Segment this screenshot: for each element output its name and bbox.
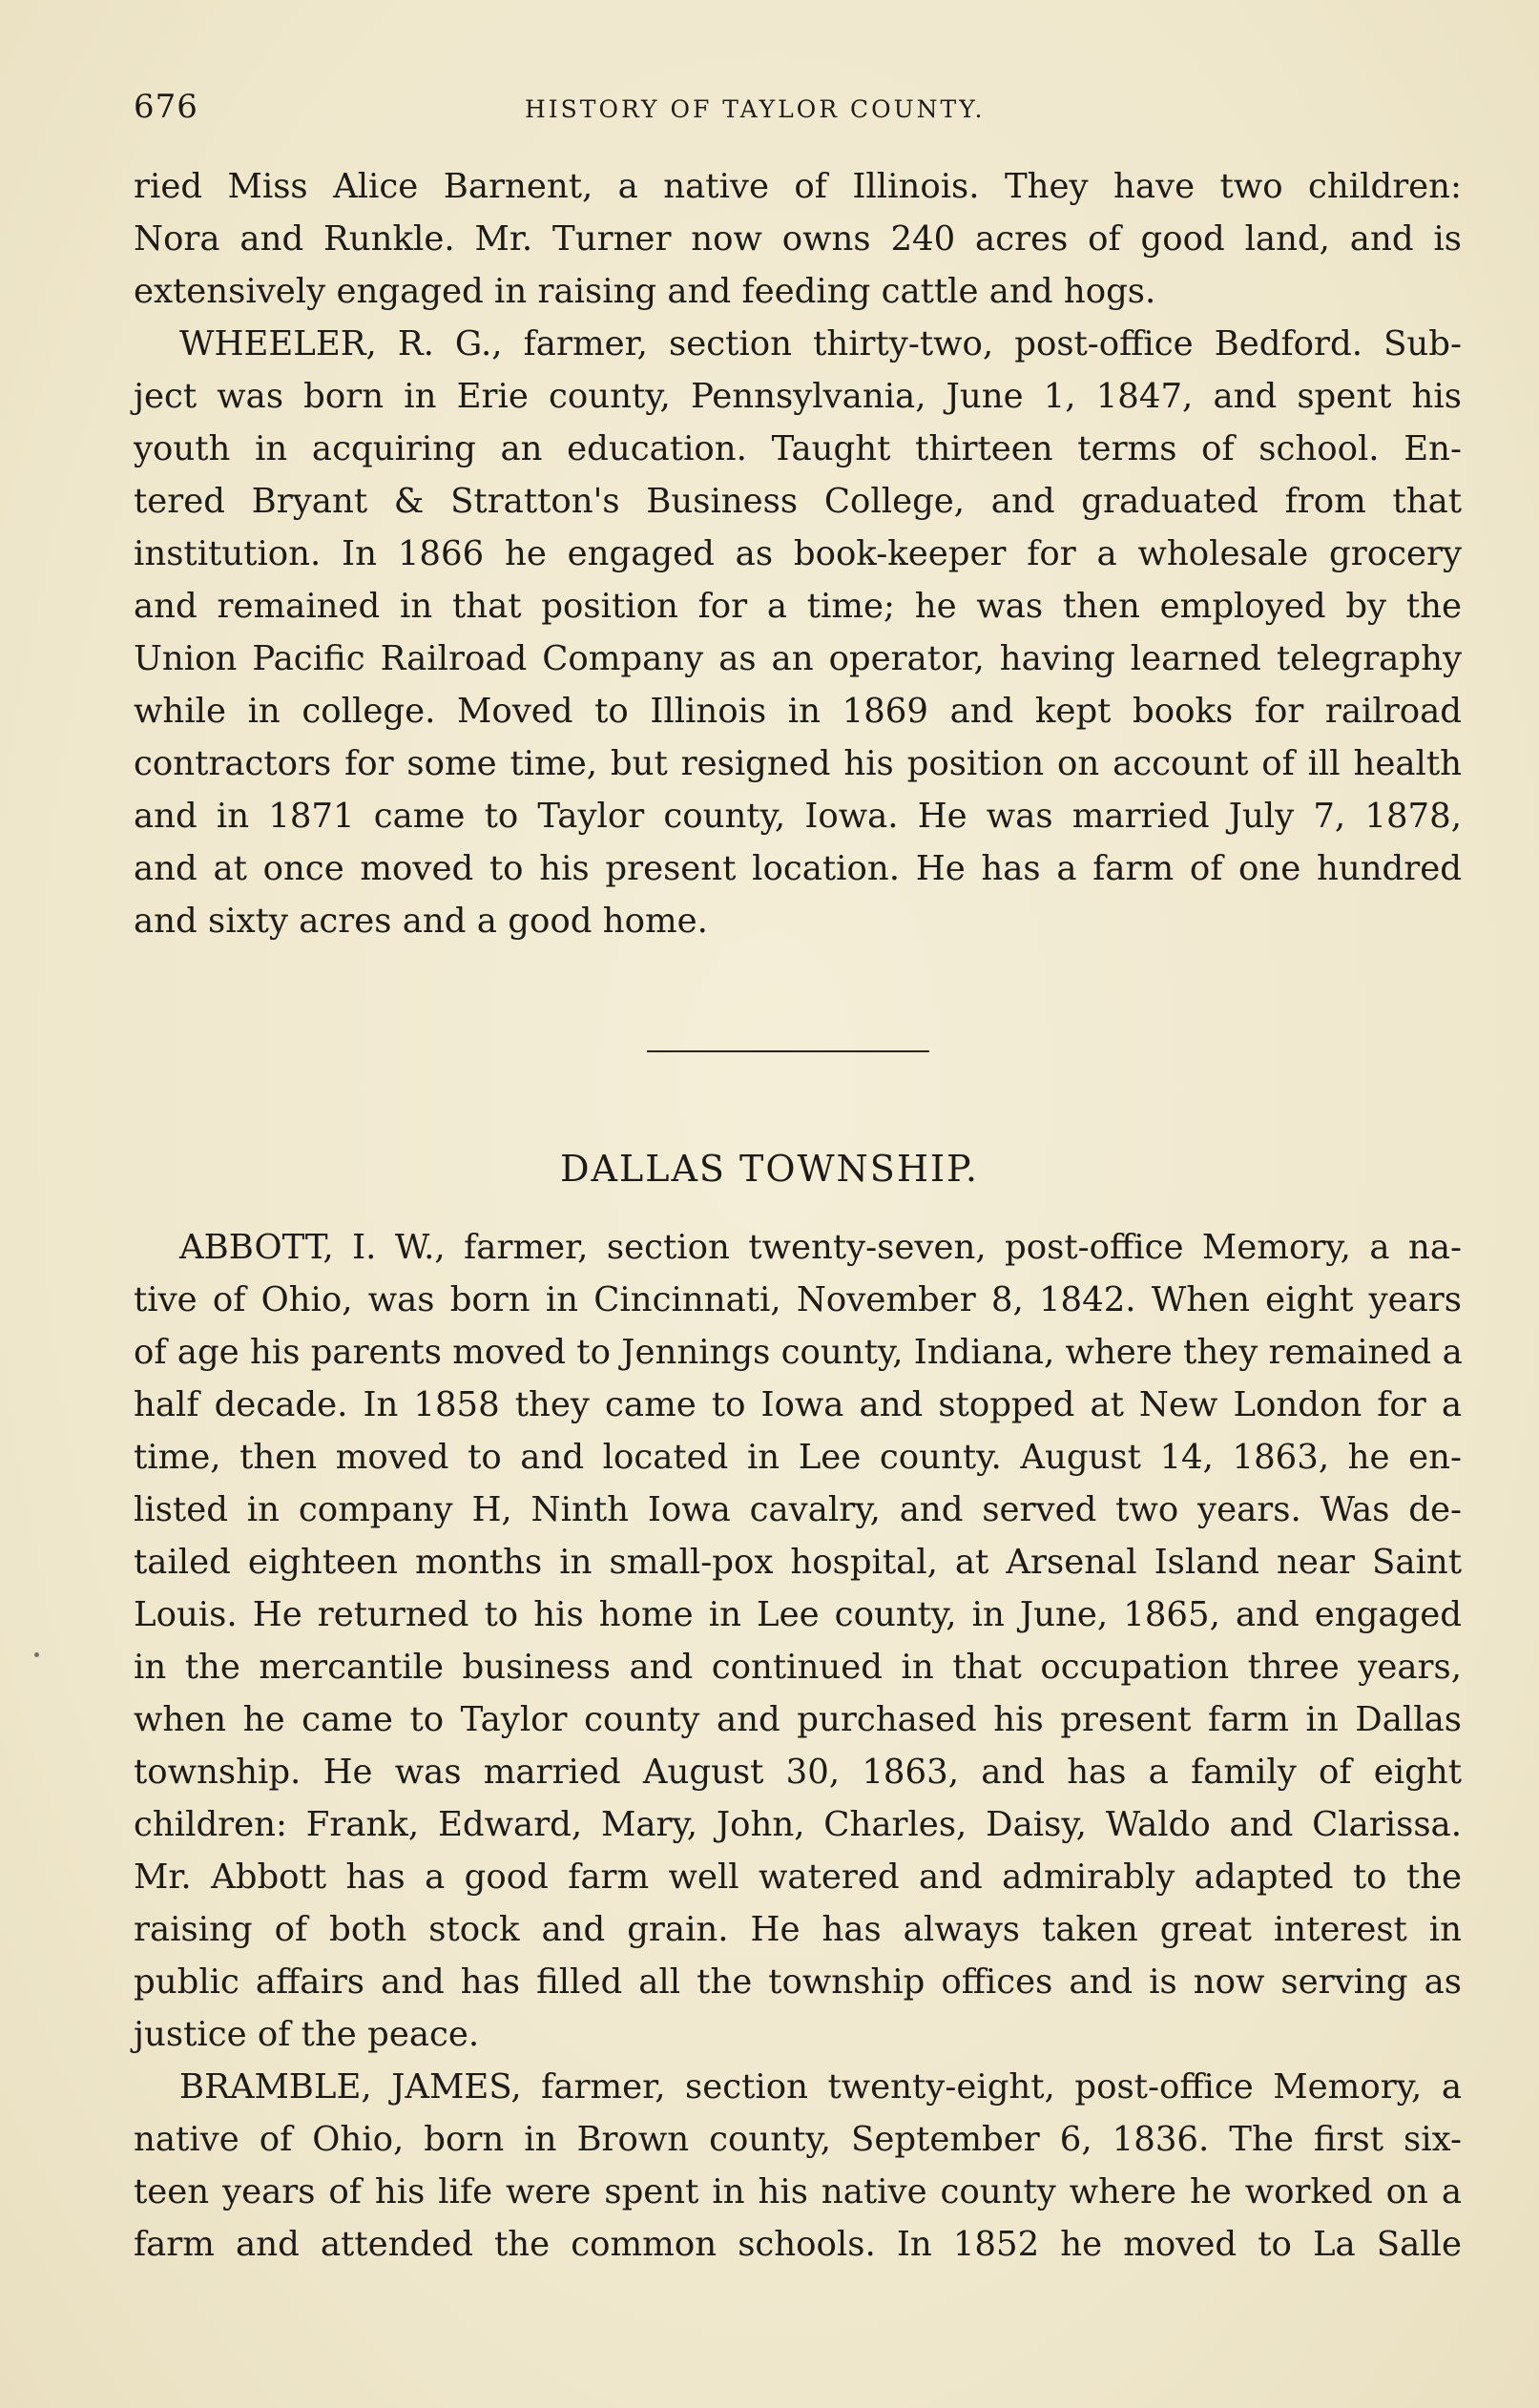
text-line: tered Bryant & Stratton's Business College, and graduated from that: [134, 482, 1462, 521]
text-line: and sixty acres and a good home.: [134, 902, 708, 941]
text-line: farm and attended the common schools. In 1852 he moved to La Salle: [134, 2225, 1462, 2264]
text-line: tailed eighteen months in small-pox hospital, at Arsenal Island near Saint: [134, 1543, 1462, 1582]
text-line: justice of the peace.: [134, 2015, 480, 2054]
text-line: institution. In 1866 he engaged as book-keeper for a wholesale grocery: [134, 534, 1462, 573]
text-line: teen years of his life were spent in his native county where he worked on a: [134, 2172, 1462, 2211]
text-line: listed in company H, Ninth Iowa cavalry, and served two years. Was de-: [134, 1490, 1462, 1529]
text-line: youth in acquiring an education. Taught thirteen terms of school. En-: [134, 429, 1462, 468]
text-line: BRAMBLE, JAMES, farmer, section twenty-eight, post-office Memory, a: [179, 2067, 1462, 2107]
text-line: while in college. Moved to Illinois in 1869 and kept books for railroad: [134, 692, 1462, 731]
text-line: half decade. In 1858 they came to Iowa and stopped at New London for a: [134, 1385, 1462, 1424]
text-line: township. He was married August 30, 1863, and has a family of eight: [134, 1753, 1462, 1792]
text-line: native of Ohio, born in Brown county, September 6, 1836. The first six-: [134, 2120, 1462, 2159]
text-line: when he came to Taylor county and purchased his present farm in Dallas: [134, 1700, 1462, 1739]
text-line: tive of Ohio, was born in Cincinnati, November 8, 1842. When eight years: [134, 1280, 1462, 1319]
text-line: ject was born in Erie county, Pennsylvania, June 1, 1847, and spent his: [134, 377, 1462, 416]
text-line: Louis. He returned to his home in Lee county, in June, 1865, and engaged: [134, 1595, 1462, 1634]
text-line: ried Miss Alice Barnent, a native of Illinois. They have two children:: [134, 167, 1462, 206]
text-line: children: Frank, Edward, Mary, John, Charles, Daisy, Waldo and Clarissa.: [134, 1805, 1462, 1844]
text-line: Union Pacific Railroad Company as an operator, having learned telegraphy: [134, 639, 1462, 678]
section-title: DALLAS TOWNSHIP.: [560, 1148, 979, 1190]
running-head: HISTORY OF TAYLOR COUNTY.: [525, 95, 986, 123]
text-line: Mr. Abbott has a good farm well watered and admirably adapted to the: [134, 1858, 1462, 1897]
text-line: WHEELER, R. G., farmer, section thirty-two, post-office Bedford. Sub-: [179, 324, 1462, 363]
text-line: extensively engaged in raising and feeding cattle and hogs.: [134, 272, 1156, 311]
page-header: [134, 88, 1462, 135]
text-line: raising of both stock and grain. He has always taken great interest in: [134, 1910, 1462, 1949]
text-line: public affairs and has filled all the township offices and is now serving as: [134, 1962, 1462, 2002]
text-line: and remained in that position for a time; he was then employed by the: [134, 587, 1462, 626]
text-line: Nora and Runkle. Mr. Turner now owns 240 acres of good land, and is: [134, 219, 1462, 259]
paper-speck: [34, 1652, 39, 1657]
text-line: and at once moved to his present location. He has a farm of one hundred: [134, 849, 1462, 888]
text-line: in the mercantile business and continued in that occupation three years,: [134, 1648, 1462, 1687]
text-line: time, then moved to and located in Lee county. August 14, 1863, he en-: [134, 1438, 1462, 1477]
section-divider: [647, 1050, 929, 1052]
page-number: 676: [134, 88, 198, 126]
text-line: of age his parents moved to Jennings county, Indiana, where they remained a: [134, 1333, 1463, 1372]
text-line: and in 1871 came to Taylor county, Iowa. He was married July 7, 1878,: [134, 797, 1462, 836]
text-line: ABBOTT, I. W., farmer, section twenty-seven, post-office Memory, a na-: [179, 1228, 1462, 1267]
text-line: contractors for some time, but resigned his position on account of ill health: [134, 744, 1462, 783]
